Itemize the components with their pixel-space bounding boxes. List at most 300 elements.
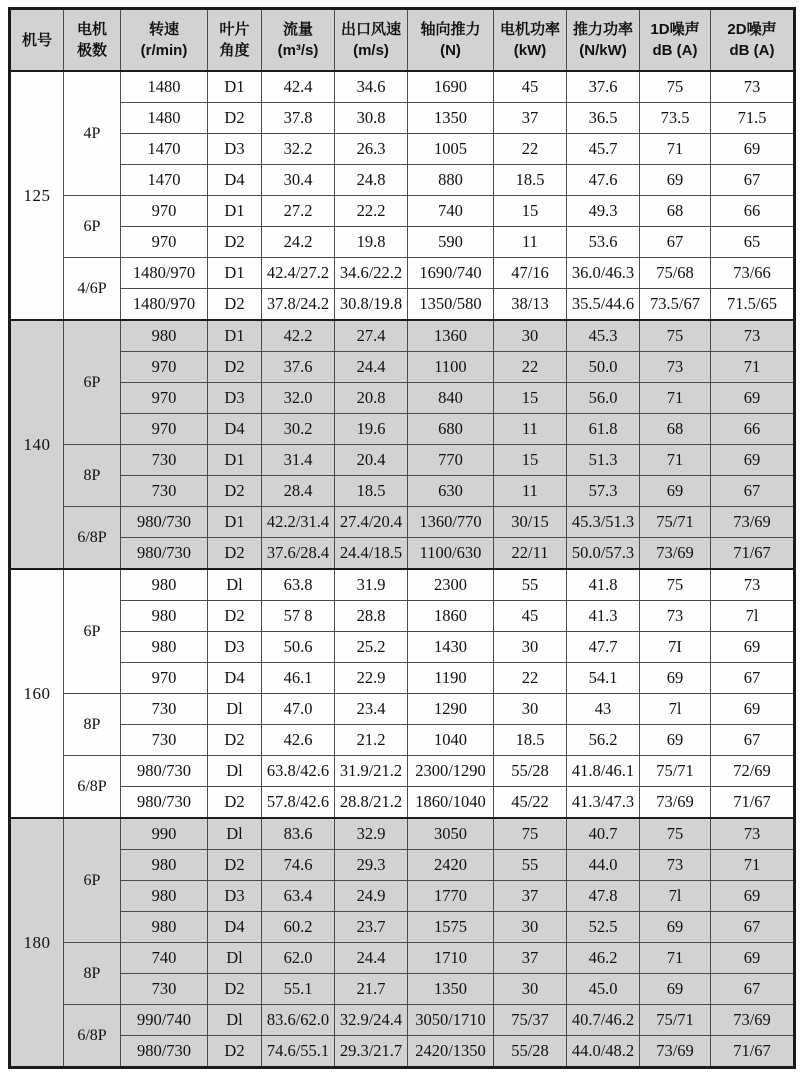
motor-poles-cell: 6P bbox=[64, 196, 121, 258]
data-cell-motor-power: 47/16 bbox=[494, 258, 567, 289]
data-cell-outlet-velocity: 31.9 bbox=[335, 569, 408, 601]
data-cell-motor-power: 15 bbox=[494, 196, 567, 227]
data-cell-noise-2d: 65 bbox=[711, 227, 795, 258]
data-cell-thrust-power: 45.0 bbox=[567, 974, 640, 1005]
data-cell-speed: 980 bbox=[121, 601, 208, 632]
header-label-line2: dB (A) bbox=[729, 42, 775, 59]
data-cell-outlet-velocity: 23.4 bbox=[335, 694, 408, 725]
data-cell-thrust-power: 37.6 bbox=[567, 71, 640, 103]
data-cell-axial-thrust: 590 bbox=[408, 227, 494, 258]
data-cell-flow: 83.6 bbox=[262, 818, 335, 850]
data-cell-motor-power: 75 bbox=[494, 818, 567, 850]
data-cell-noise-1d: 68 bbox=[640, 414, 711, 445]
data-cell-motor-power: 30 bbox=[494, 694, 567, 725]
data-cell-axial-thrust: 3050/1710 bbox=[408, 1005, 494, 1036]
data-cell-motor-power: 22 bbox=[494, 663, 567, 694]
data-cell-flow: 32.0 bbox=[262, 383, 335, 414]
data-cell-blade-angle: D4 bbox=[208, 663, 262, 694]
data-cell-speed: 730 bbox=[121, 694, 208, 725]
table-row bbox=[10, 227, 795, 258]
data-cell-motor-power: 11 bbox=[494, 414, 567, 445]
data-cell-blade-angle: D4 bbox=[208, 912, 262, 943]
data-cell-motor-power: 18.5 bbox=[494, 165, 567, 196]
data-cell-noise-2d: 73 bbox=[711, 71, 795, 103]
data-cell-noise-2d: 73/66 bbox=[711, 258, 795, 289]
data-cell-motor-power: 18.5 bbox=[494, 725, 567, 756]
data-cell-noise-2d: 67 bbox=[711, 165, 795, 196]
table-row bbox=[10, 165, 795, 196]
data-cell-flow: 42.6 bbox=[262, 725, 335, 756]
data-cell-flow: 37.8/24.2 bbox=[262, 289, 335, 321]
data-cell-noise-1d: 7I bbox=[640, 632, 711, 663]
data-cell-speed: 730 bbox=[121, 476, 208, 507]
data-cell-blade-angle: Dl bbox=[208, 1005, 262, 1036]
data-cell-noise-2d: 73 bbox=[711, 320, 795, 352]
data-cell-blade-angle: D1 bbox=[208, 507, 262, 538]
data-cell-noise-1d: 68 bbox=[640, 196, 711, 227]
data-cell-noise-1d: 75 bbox=[640, 818, 711, 850]
data-cell-flow: 24.2 bbox=[262, 227, 335, 258]
data-cell-axial-thrust: 1350/580 bbox=[408, 289, 494, 321]
data-cell-noise-1d: 67 bbox=[640, 227, 711, 258]
data-cell-outlet-velocity: 32.9/24.4 bbox=[335, 1005, 408, 1036]
data-cell-thrust-power: 49.3 bbox=[567, 196, 640, 227]
data-cell-speed: 1480 bbox=[121, 71, 208, 103]
data-cell-outlet-velocity: 24.9 bbox=[335, 881, 408, 912]
data-cell-motor-power: 55/28 bbox=[494, 1036, 567, 1068]
header-label-line1: 转速 bbox=[148, 21, 179, 38]
data-cell-noise-1d: 73/69 bbox=[640, 538, 711, 570]
header-label-line1: 叶片 bbox=[219, 21, 250, 38]
data-cell-motor-power: 11 bbox=[494, 227, 567, 258]
data-cell-noise-2d: 67 bbox=[711, 725, 795, 756]
data-cell-speed: 980 bbox=[121, 881, 208, 912]
data-cell-outlet-velocity: 21.7 bbox=[335, 974, 408, 1005]
data-cell-outlet-velocity: 28.8/21.2 bbox=[335, 787, 408, 819]
data-cell-axial-thrust: 1690 bbox=[408, 71, 494, 103]
motor-poles-cell: 6/8P bbox=[64, 507, 121, 570]
data-cell-outlet-velocity: 34.6 bbox=[335, 71, 408, 103]
table-row bbox=[10, 476, 795, 507]
data-cell-thrust-power: 35.5/44.6 bbox=[567, 289, 640, 321]
data-cell-blade-angle: D3 bbox=[208, 881, 262, 912]
data-cell-flow: 63.4 bbox=[262, 881, 335, 912]
data-cell-axial-thrust: 770 bbox=[408, 445, 494, 476]
data-cell-thrust-power: 50.0 bbox=[567, 352, 640, 383]
data-cell-blade-angle: Dl bbox=[208, 569, 262, 601]
data-cell-blade-angle: Dl bbox=[208, 756, 262, 787]
data-cell-blade-angle: D1 bbox=[208, 196, 262, 227]
table-row bbox=[10, 756, 795, 787]
data-cell-outlet-velocity: 29.3/21.7 bbox=[335, 1036, 408, 1068]
data-cell-motor-power: 55/28 bbox=[494, 756, 567, 787]
data-cell-motor-power: 30 bbox=[494, 912, 567, 943]
data-cell-noise-1d: 69 bbox=[640, 974, 711, 1005]
data-cell-blade-angle: D2 bbox=[208, 725, 262, 756]
data-cell-speed: 990 bbox=[121, 818, 208, 850]
data-cell-flow: 63.8/42.6 bbox=[262, 756, 335, 787]
data-cell-flow: 28.4 bbox=[262, 476, 335, 507]
header-cell-noise-2d bbox=[711, 9, 795, 72]
header-label-line1: 机号 bbox=[21, 31, 52, 49]
data-cell-motor-power: 37 bbox=[494, 943, 567, 974]
data-cell-thrust-power: 52.5 bbox=[567, 912, 640, 943]
data-cell-motor-power: 37 bbox=[494, 103, 567, 134]
data-cell-noise-1d: 75 bbox=[640, 569, 711, 601]
data-cell-noise-2d: 69 bbox=[711, 694, 795, 725]
data-cell-outlet-velocity: 32.9 bbox=[335, 818, 408, 850]
data-cell-noise-2d: 69 bbox=[711, 943, 795, 974]
header-label-line1: 出口风速 bbox=[340, 21, 401, 38]
header-cell-thrust-power bbox=[567, 9, 640, 72]
data-cell-noise-2d: 69 bbox=[711, 383, 795, 414]
data-cell-thrust-power: 41.3/47.3 bbox=[567, 787, 640, 819]
data-cell-motor-power: 55 bbox=[494, 569, 567, 601]
data-cell-axial-thrust: 1690/740 bbox=[408, 258, 494, 289]
data-cell-motor-power: 45 bbox=[494, 71, 567, 103]
data-cell-blade-angle: Dl bbox=[208, 818, 262, 850]
header-label-line2: (N) bbox=[440, 42, 461, 59]
data-cell-outlet-velocity: 30.8/19.8 bbox=[335, 289, 408, 321]
data-cell-noise-2d: 67 bbox=[711, 663, 795, 694]
table-header bbox=[10, 9, 795, 72]
data-cell-flow: 42.2/31.4 bbox=[262, 507, 335, 538]
table-row bbox=[10, 1005, 795, 1036]
motor-poles-cell: 4P bbox=[64, 71, 121, 196]
data-cell-thrust-power: 51.3 bbox=[567, 445, 640, 476]
data-cell-axial-thrust: 1100/630 bbox=[408, 538, 494, 570]
data-cell-thrust-power: 45.7 bbox=[567, 134, 640, 165]
data-cell-speed: 980 bbox=[121, 569, 208, 601]
data-cell-blade-angle: D4 bbox=[208, 165, 262, 196]
table-row bbox=[10, 943, 795, 974]
data-cell-outlet-velocity: 19.6 bbox=[335, 414, 408, 445]
data-cell-thrust-power: 36.0/46.3 bbox=[567, 258, 640, 289]
data-cell-axial-thrust: 1040 bbox=[408, 725, 494, 756]
data-cell-flow: 62.0 bbox=[262, 943, 335, 974]
data-cell-axial-thrust: 1350 bbox=[408, 103, 494, 134]
data-cell-noise-2d: 7l bbox=[711, 601, 795, 632]
data-cell-noise-2d: 71/67 bbox=[711, 787, 795, 819]
data-cell-noise-1d: 73.5 bbox=[640, 103, 711, 134]
data-cell-speed: 980 bbox=[121, 912, 208, 943]
data-cell-outlet-velocity: 27.4 bbox=[335, 320, 408, 352]
header-label-line2: (kW) bbox=[513, 42, 547, 59]
data-cell-axial-thrust: 840 bbox=[408, 383, 494, 414]
fan-spec-table bbox=[8, 7, 796, 1069]
data-cell-axial-thrust: 1190 bbox=[408, 663, 494, 694]
table-row bbox=[10, 850, 795, 881]
data-cell-noise-1d: 69 bbox=[640, 663, 711, 694]
data-cell-blade-angle: D1 bbox=[208, 71, 262, 103]
data-cell-flow: 37.6/28.4 bbox=[262, 538, 335, 570]
data-cell-noise-2d: 72/69 bbox=[711, 756, 795, 787]
data-cell-outlet-velocity: 24.4 bbox=[335, 943, 408, 974]
data-cell-flow: 57.8/42.6 bbox=[262, 787, 335, 819]
data-cell-noise-2d: 67 bbox=[711, 974, 795, 1005]
data-cell-blade-angle: D2 bbox=[208, 850, 262, 881]
data-cell-axial-thrust: 1860/1040 bbox=[408, 787, 494, 819]
data-cell-speed: 980 bbox=[121, 632, 208, 663]
data-cell-noise-1d: 73 bbox=[640, 601, 711, 632]
data-cell-noise-1d: 69 bbox=[640, 165, 711, 196]
data-cell-speed: 980/730 bbox=[121, 507, 208, 538]
data-cell-motor-power: 45/22 bbox=[494, 787, 567, 819]
data-cell-thrust-power: 57.3 bbox=[567, 476, 640, 507]
data-cell-speed: 980/730 bbox=[121, 1036, 208, 1068]
data-cell-outlet-velocity: 25.2 bbox=[335, 632, 408, 663]
header-label-line1: 2D噪声 bbox=[727, 21, 777, 38]
data-cell-thrust-power: 41.8 bbox=[567, 569, 640, 601]
data-cell-outlet-velocity: 19.8 bbox=[335, 227, 408, 258]
data-cell-flow: 37.8 bbox=[262, 103, 335, 134]
data-cell-blade-angle: D2 bbox=[208, 787, 262, 819]
data-cell-outlet-velocity: 26.3 bbox=[335, 134, 408, 165]
table-row bbox=[10, 601, 795, 632]
data-cell-blade-angle: D2 bbox=[208, 227, 262, 258]
data-cell-speed: 1470 bbox=[121, 134, 208, 165]
data-cell-flow: 42.4/27.2 bbox=[262, 258, 335, 289]
data-cell-thrust-power: 61.8 bbox=[567, 414, 640, 445]
data-cell-axial-thrust: 1290 bbox=[408, 694, 494, 725]
motor-poles-cell: 8P bbox=[64, 445, 121, 507]
data-cell-noise-2d: 71.5/65 bbox=[711, 289, 795, 321]
data-cell-speed: 970 bbox=[121, 196, 208, 227]
header-cell-motor-power bbox=[494, 9, 567, 72]
data-cell-thrust-power: 44.0/48.2 bbox=[567, 1036, 640, 1068]
data-cell-speed: 730 bbox=[121, 974, 208, 1005]
data-cell-axial-thrust: 1360/770 bbox=[408, 507, 494, 538]
table-row bbox=[10, 787, 795, 819]
data-cell-speed: 730 bbox=[121, 445, 208, 476]
table-row bbox=[10, 569, 795, 601]
data-cell-thrust-power: 47.6 bbox=[567, 165, 640, 196]
motor-poles-cell: 8P bbox=[64, 694, 121, 756]
data-cell-axial-thrust: 1575 bbox=[408, 912, 494, 943]
data-cell-motor-power: 22 bbox=[494, 134, 567, 165]
data-cell-thrust-power: 56.2 bbox=[567, 725, 640, 756]
data-cell-motor-power: 30 bbox=[494, 320, 567, 352]
data-cell-flow: 42.4 bbox=[262, 71, 335, 103]
data-cell-outlet-velocity: 18.5 bbox=[335, 476, 408, 507]
data-cell-noise-1d: 71 bbox=[640, 943, 711, 974]
data-cell-outlet-velocity: 22.2 bbox=[335, 196, 408, 227]
data-cell-noise-1d: 7l bbox=[640, 881, 711, 912]
data-cell-blade-angle: Dl bbox=[208, 694, 262, 725]
data-cell-noise-1d: 75/71 bbox=[640, 507, 711, 538]
data-cell-flow: 74.6 bbox=[262, 850, 335, 881]
data-cell-motor-power: 15 bbox=[494, 445, 567, 476]
data-cell-outlet-velocity: 27.4/20.4 bbox=[335, 507, 408, 538]
data-cell-thrust-power: 45.3 bbox=[567, 320, 640, 352]
header-cell-flow bbox=[262, 9, 335, 72]
data-cell-speed: 730 bbox=[121, 725, 208, 756]
data-cell-flow: 27.2 bbox=[262, 196, 335, 227]
motor-poles-cell: 8P bbox=[64, 943, 121, 1005]
data-cell-speed: 970 bbox=[121, 383, 208, 414]
machine-number-cell: 125 bbox=[10, 71, 64, 320]
data-cell-speed: 1480/970 bbox=[121, 289, 208, 321]
table-row bbox=[10, 103, 795, 134]
data-cell-axial-thrust: 2300/1290 bbox=[408, 756, 494, 787]
data-cell-noise-1d: 73.5/67 bbox=[640, 289, 711, 321]
data-cell-thrust-power: 46.2 bbox=[567, 943, 640, 974]
data-cell-axial-thrust: 1100 bbox=[408, 352, 494, 383]
data-cell-outlet-velocity: 30.8 bbox=[335, 103, 408, 134]
data-cell-flow: 55.1 bbox=[262, 974, 335, 1005]
data-cell-flow: 31.4 bbox=[262, 445, 335, 476]
data-cell-noise-2d: 66 bbox=[711, 196, 795, 227]
header-label-line1: 轴向推力 bbox=[420, 21, 481, 38]
header-cell-machine-number bbox=[10, 9, 64, 72]
data-cell-noise-2d: 67 bbox=[711, 912, 795, 943]
data-cell-motor-power: 37 bbox=[494, 881, 567, 912]
data-cell-noise-1d: 73 bbox=[640, 850, 711, 881]
data-cell-axial-thrust: 630 bbox=[408, 476, 494, 507]
data-cell-thrust-power: 41.8/46.1 bbox=[567, 756, 640, 787]
data-cell-motor-power: 30 bbox=[494, 632, 567, 663]
data-cell-noise-1d: 69 bbox=[640, 476, 711, 507]
table-row bbox=[10, 196, 795, 227]
table-row bbox=[10, 258, 795, 289]
data-cell-motor-power: 30 bbox=[494, 974, 567, 1005]
header-cell-noise-1d bbox=[640, 9, 711, 72]
data-cell-outlet-velocity: 34.6/22.2 bbox=[335, 258, 408, 289]
data-cell-flow: 46.1 bbox=[262, 663, 335, 694]
data-cell-noise-2d: 71 bbox=[711, 352, 795, 383]
data-cell-outlet-velocity: 20.4 bbox=[335, 445, 408, 476]
data-cell-thrust-power: 40.7 bbox=[567, 818, 640, 850]
data-cell-blade-angle: D3 bbox=[208, 134, 262, 165]
data-cell-speed: 980/730 bbox=[121, 538, 208, 570]
data-cell-blade-angle: D3 bbox=[208, 632, 262, 663]
data-cell-flow: 30.4 bbox=[262, 165, 335, 196]
data-cell-noise-2d: 69 bbox=[711, 632, 795, 663]
data-cell-thrust-power: 45.3/51.3 bbox=[567, 507, 640, 538]
data-cell-noise-1d: 69 bbox=[640, 912, 711, 943]
data-cell-axial-thrust: 3050 bbox=[408, 818, 494, 850]
header-label-line2: 极数 bbox=[76, 42, 107, 59]
motor-poles-cell: 6/8P bbox=[64, 756, 121, 819]
header-label-line2: (m/s) bbox=[353, 42, 389, 59]
data-cell-noise-1d: 75/71 bbox=[640, 756, 711, 787]
data-cell-flow: 60.2 bbox=[262, 912, 335, 943]
data-cell-speed: 1480 bbox=[121, 103, 208, 134]
table-row bbox=[10, 414, 795, 445]
header-label-line1: 电机 bbox=[76, 21, 107, 38]
motor-poles-cell: 6P bbox=[64, 818, 121, 943]
data-cell-thrust-power: 36.5 bbox=[567, 103, 640, 134]
data-cell-speed: 740 bbox=[121, 943, 208, 974]
data-cell-speed: 980/730 bbox=[121, 787, 208, 819]
header-label-line1: 推力功率 bbox=[572, 21, 633, 38]
table-row bbox=[10, 134, 795, 165]
header-label-line2: 角度 bbox=[219, 42, 250, 59]
data-cell-motor-power: 30/15 bbox=[494, 507, 567, 538]
data-cell-noise-1d: 75 bbox=[640, 71, 711, 103]
table-row bbox=[10, 507, 795, 538]
table-row bbox=[10, 974, 795, 1005]
header-label-line2: (N/kW) bbox=[579, 42, 627, 59]
data-cell-blade-angle: D2 bbox=[208, 476, 262, 507]
data-cell-blade-angle: D2 bbox=[208, 538, 262, 570]
machine-number-cell: 140 bbox=[10, 320, 64, 569]
table-row bbox=[10, 445, 795, 476]
data-cell-noise-1d: 69 bbox=[640, 725, 711, 756]
data-cell-blade-angle: D1 bbox=[208, 258, 262, 289]
table-row bbox=[10, 663, 795, 694]
data-cell-outlet-velocity: 24.4/18.5 bbox=[335, 538, 408, 570]
table-row bbox=[10, 1036, 795, 1068]
table-row bbox=[10, 632, 795, 663]
data-cell-blade-angle: D3 bbox=[208, 383, 262, 414]
table-row bbox=[10, 320, 795, 352]
data-cell-flow: 50.6 bbox=[262, 632, 335, 663]
data-cell-motor-power: 11 bbox=[494, 476, 567, 507]
data-cell-axial-thrust: 2420 bbox=[408, 850, 494, 881]
data-cell-noise-1d: 75 bbox=[640, 320, 711, 352]
data-cell-axial-thrust: 1430 bbox=[408, 632, 494, 663]
header-label-line2: dB (A) bbox=[652, 42, 698, 59]
data-cell-motor-power: 15 bbox=[494, 383, 567, 414]
data-cell-noise-2d: 73/69 bbox=[711, 507, 795, 538]
data-cell-thrust-power: 54.1 bbox=[567, 663, 640, 694]
data-cell-noise-2d: 69 bbox=[711, 445, 795, 476]
data-cell-blade-angle: D2 bbox=[208, 352, 262, 383]
data-cell-noise-2d: 66 bbox=[711, 414, 795, 445]
data-cell-speed: 990/740 bbox=[121, 1005, 208, 1036]
header-label-line2: (r/min) bbox=[140, 42, 188, 59]
data-cell-motor-power: 55 bbox=[494, 850, 567, 881]
motor-poles-cell: 6/8P bbox=[64, 1005, 121, 1068]
machine-number-cell: 180 bbox=[10, 818, 64, 1068]
data-cell-thrust-power: 44.0 bbox=[567, 850, 640, 881]
table-row bbox=[10, 71, 795, 103]
data-cell-noise-2d: 71/67 bbox=[711, 538, 795, 570]
machine-number-cell: 160 bbox=[10, 569, 64, 818]
data-cell-outlet-velocity: 28.8 bbox=[335, 601, 408, 632]
data-cell-thrust-power: 50.0/57.3 bbox=[567, 538, 640, 570]
data-cell-flow: 37.6 bbox=[262, 352, 335, 383]
data-cell-noise-1d: 7l bbox=[640, 694, 711, 725]
data-cell-motor-power: 45 bbox=[494, 601, 567, 632]
data-cell-noise-1d: 71 bbox=[640, 383, 711, 414]
data-cell-blade-angle: D2 bbox=[208, 1036, 262, 1068]
data-cell-flow: 57 8 bbox=[262, 601, 335, 632]
table-row bbox=[10, 881, 795, 912]
data-cell-noise-1d: 73/69 bbox=[640, 1036, 711, 1068]
table-row bbox=[10, 725, 795, 756]
data-cell-speed: 980 bbox=[121, 850, 208, 881]
header-label-line1: 流量 bbox=[282, 21, 313, 38]
data-cell-flow: 74.6/55.1 bbox=[262, 1036, 335, 1068]
motor-poles-cell: 4/6P bbox=[64, 258, 121, 321]
data-cell-noise-2d: 71/67 bbox=[711, 1036, 795, 1068]
header-label-line1: 1D噪声 bbox=[650, 21, 700, 38]
table-row bbox=[10, 352, 795, 383]
data-cell-thrust-power: 40.7/46.2 bbox=[567, 1005, 640, 1036]
header-row bbox=[10, 9, 795, 72]
data-cell-outlet-velocity: 31.9/21.2 bbox=[335, 756, 408, 787]
data-cell-axial-thrust: 1005 bbox=[408, 134, 494, 165]
data-cell-thrust-power: 47.8 bbox=[567, 881, 640, 912]
data-cell-flow: 32.2 bbox=[262, 134, 335, 165]
table-row bbox=[10, 289, 795, 321]
data-cell-motor-power: 75/37 bbox=[494, 1005, 567, 1036]
data-cell-axial-thrust: 2420/1350 bbox=[408, 1036, 494, 1068]
data-cell-noise-2d: 71.5 bbox=[711, 103, 795, 134]
data-cell-thrust-power: 56.0 bbox=[567, 383, 640, 414]
